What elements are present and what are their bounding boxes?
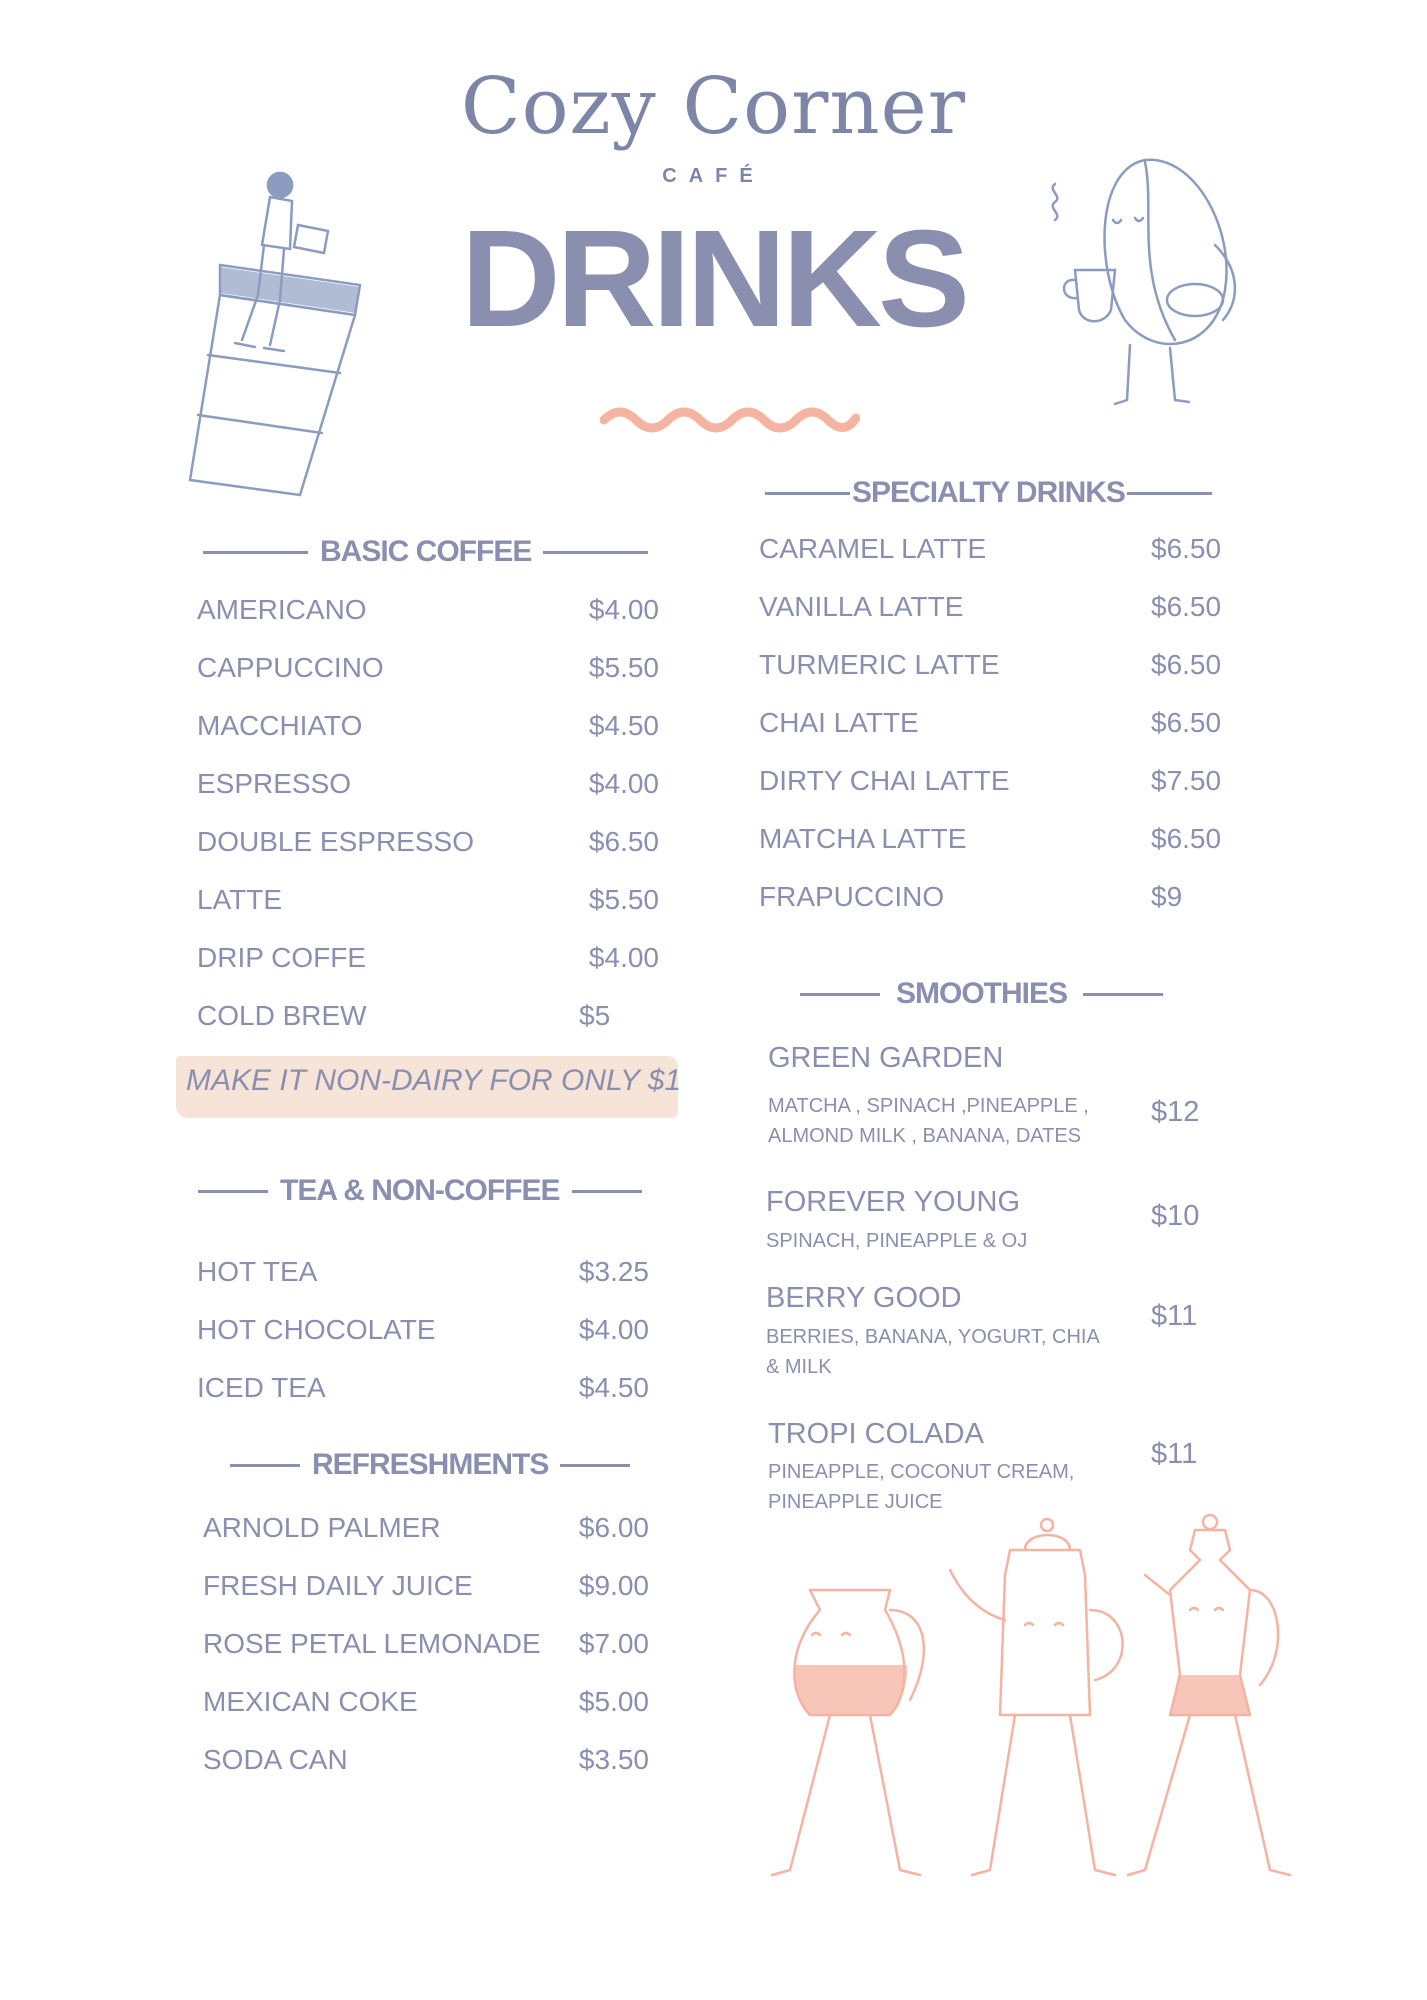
tea-heading — [198, 1174, 658, 1208]
basic-coffee-title: BASIC COFFEE — [320, 535, 532, 568]
menu-item-name: ICED TEA — [197, 1372, 326, 1403]
menu-item-price: $6.50 — [1151, 591, 1222, 622]
menu-item — [197, 1314, 649, 1346]
specialty-heading — [765, 476, 1220, 510]
menu-item — [759, 707, 1231, 739]
smoothie-price: $11 — [1151, 1438, 1198, 1470]
menu-item-price: $6.50 — [1151, 707, 1222, 738]
smoothie-name: TROPI COLADA — [768, 1418, 984, 1450]
walking-coffee-pots-icon — [750, 1500, 1310, 1900]
menu-item-name: ESPRESSO — [197, 768, 352, 799]
menu-item-name: MATCHA LATTE — [759, 823, 967, 854]
menu-item-name: HOT CHOCOLATE — [197, 1314, 436, 1345]
heading-line-right — [572, 1190, 642, 1193]
refreshments-heading — [230, 1448, 635, 1482]
menu-item — [197, 826, 659, 858]
heading-line-left — [765, 492, 850, 495]
menu-item — [759, 765, 1231, 797]
menu-item-price: $9.00 — [578, 1570, 649, 1601]
menu-item-price: $3.25 — [578, 1256, 649, 1287]
smoothie-description: PINEAPPLE, COCONUT CREAM, PINEAPPLE JUICE — [768, 1461, 1075, 1513]
menu-item-price: $6.50 — [1151, 649, 1222, 680]
heading-line-left — [198, 1190, 268, 1193]
menu-item-name: TURMERIC LATTE — [759, 649, 1000, 680]
smoothies-title: SMOOTHIES — [896, 977, 1068, 1010]
heading-line-right — [543, 551, 648, 554]
refreshments-title: REFRESHMENTS — [312, 1448, 549, 1481]
menu-item-price: $5.50 — [588, 652, 659, 683]
page-title: DRINKS — [460, 202, 967, 356]
smoothie-name: FOREVER YOUNG — [766, 1186, 1021, 1218]
smoothie-price: $11 — [1151, 1300, 1198, 1332]
menu-item — [197, 942, 659, 974]
wave-divider-icon — [600, 400, 860, 440]
menu-item-name: ARNOLD PALMER — [203, 1512, 441, 1543]
smoothie-price: $12 — [1151, 1096, 1200, 1128]
menu-item-name: CHAI LATTE — [759, 707, 919, 738]
menu-item-price: $7.50 — [1151, 765, 1222, 796]
menu-item-price: $9 — [1151, 881, 1183, 912]
menu-item — [203, 1686, 649, 1718]
menu-item-price: $6.50 — [588, 826, 659, 857]
menu-item-name: FRAPUCCINO — [759, 881, 945, 912]
menu-item — [759, 591, 1231, 623]
menu-item — [759, 823, 1231, 855]
menu-item — [203, 1570, 649, 1602]
specialty-title: SPECIALTY DRINKS — [852, 476, 1125, 509]
menu-item-price: $7.00 — [578, 1628, 649, 1659]
menu-item-name: COLD BREW — [197, 1000, 367, 1031]
menu-item — [197, 652, 659, 684]
menu-item-name: VANILLA LATTE — [759, 591, 964, 622]
menu-item-price: $3.50 — [578, 1744, 649, 1775]
smoothie-description: MATCHA , SPINACH ,PINEAPPLE , ALMOND MILK , BANANA, DATES — [768, 1095, 1089, 1147]
smoothie-description: BERRIES, BANANA, YOGURT, CHIA & MILK — [766, 1326, 1099, 1378]
menu-item-price: $5.00 — [578, 1686, 649, 1717]
basic-coffee-heading — [203, 535, 658, 569]
menu-item — [197, 710, 659, 742]
menu-item — [759, 649, 1231, 681]
menu-item — [759, 881, 1231, 913]
menu-item-price: $6.50 — [1151, 533, 1222, 564]
menu-item-name: FRESH DAILY JUICE — [203, 1570, 473, 1601]
brand-subtitle: CAFÉ — [662, 165, 765, 187]
menu-item-name: MEXICAN COKE — [203, 1686, 418, 1717]
menu-item-name: HOT TEA — [197, 1256, 318, 1287]
menu-item — [759, 533, 1231, 565]
menu-item — [197, 1372, 649, 1404]
menu-item-name: CAPPUCCINO — [197, 652, 384, 683]
menu-item-name: LATTE — [197, 884, 283, 915]
menu-item-price: $4.00 — [588, 768, 659, 799]
menu-item — [197, 884, 659, 916]
menu-item — [203, 1744, 649, 1776]
menu-item-name: ROSE PETAL LEMONADE — [203, 1628, 541, 1659]
brand-name: Cozy Corner — [460, 62, 967, 152]
menu-item — [197, 1256, 649, 1288]
menu-item-name: SODA CAN — [203, 1744, 348, 1775]
menu-item-price: $4.00 — [588, 594, 659, 625]
menu-item-name: MACCHIATO — [197, 710, 363, 741]
coffee-cup-person-icon — [180, 165, 370, 505]
smoothie-price: $10 — [1151, 1200, 1200, 1232]
heading-line-left — [230, 1464, 300, 1467]
menu-item — [203, 1628, 649, 1660]
heading-line-right — [1127, 492, 1212, 495]
menu-item-name: DIRTY CHAI LATTE — [759, 765, 1010, 796]
coffee-bean-character-icon — [1035, 150, 1260, 410]
menu-item — [197, 768, 659, 800]
menu-item-price: $4.50 — [588, 710, 659, 741]
smoothie-name: GREEN GARDEN — [768, 1042, 1004, 1074]
smoothie-name: BERRY GOOD — [766, 1282, 962, 1314]
menu-item-name: DOUBLE ESPRESSO — [197, 826, 474, 857]
menu-item-name: DRIP COFFE — [197, 942, 367, 973]
menu-item-price: $5.50 — [588, 884, 659, 915]
heading-line-left — [800, 993, 880, 996]
menu-item-price: $5 — [579, 1000, 611, 1031]
menu-item-name: CARAMEL LATTE — [759, 533, 987, 564]
menu-item-price: $6.00 — [578, 1512, 649, 1543]
menu-item-name: AMERICANO — [197, 594, 367, 625]
non-dairy-note: MAKE IT NON-DAIRY FOR ONLY $1 — [186, 1064, 682, 1097]
menu-item-price: $4.50 — [578, 1372, 649, 1403]
menu-item-price: $4.00 — [588, 942, 659, 973]
menu-item-price: $4.00 — [578, 1314, 649, 1345]
menu-item — [203, 1512, 649, 1544]
heading-line-right — [560, 1464, 630, 1467]
heading-line-left — [203, 551, 308, 554]
menu-item — [197, 1000, 659, 1032]
heading-line-right — [1083, 993, 1163, 996]
menu-item — [197, 594, 659, 626]
tea-title: TEA & NON-COFFEE — [280, 1174, 560, 1207]
menu-item-price: $6.50 — [1151, 823, 1222, 854]
smoothies-heading — [800, 977, 1178, 1011]
smoothie-description: SPINACH, PINEAPPLE & OJ — [766, 1230, 1028, 1252]
